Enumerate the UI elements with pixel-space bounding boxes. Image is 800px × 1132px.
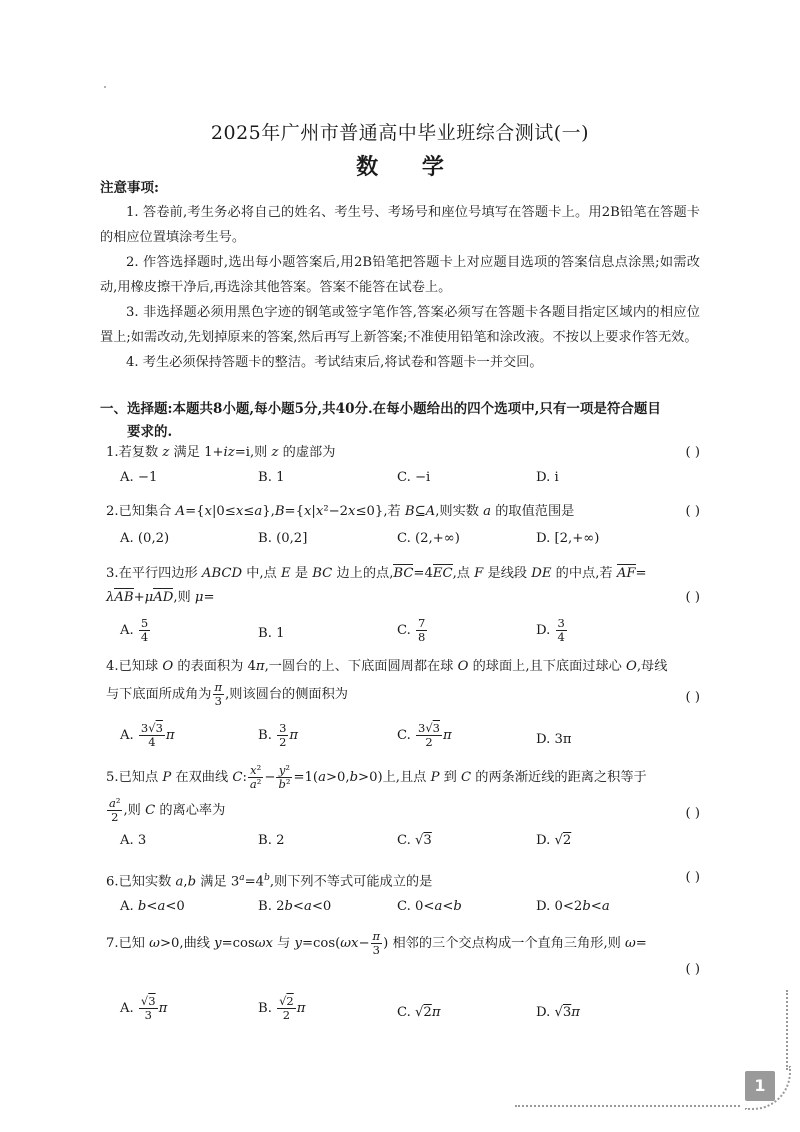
option-c: C. $\frac{3√3}{2}$ π	[397, 721, 452, 749]
question-stem: 7.已知 ω>0,曲线 y=cosωx 与 y=cos(ωx− $\frac{\pi}{3}$ ) 相邻的三个交点构成一个直角三角形,则 ω=	[106, 929, 647, 957]
question-stem-cont: $\frac{\text{a²}}{2}$ ,则 C 的离心率为 ( )	[109, 796, 700, 824]
notice-item: 2. 作答选择题时,选出每小题答案后,用2B铅笔把答题卡上对应题目选项的答案信息点涂黑;如需改动,用橡皮擦干净后,再选涂其他答案。答案不能答在试卷上。	[100, 255, 700, 295]
option-b: B. 1	[258, 470, 285, 485]
option-a: A. −1	[120, 470, 158, 485]
options-row	[106, 617, 700, 647]
options-row	[106, 995, 700, 1029]
option-a: A. b<a<0	[120, 899, 185, 915]
question-stem: 5.已知点 P 在双曲线 C: $\frac{\text{x²}}{\text{a²}}$ − $\frac{\text{y²}}{\text{b²}}$ =1(a>0,b>0)上,且点 P 到 C 的两条渐近线的距离之积等于	[106, 763, 647, 791]
exam-title: 2025年广州市普通高中毕业班综合测试(一)	[210, 122, 590, 144]
question-number: 4.	[106, 659, 119, 674]
option-a: A. 3	[120, 833, 147, 848]
option-a: A. $\frac{√3}{3}$ π	[120, 994, 168, 1022]
notice-item: 4. 考生必须保持答题卡的整洁。考试结束后,将试卷和答题卡一并交回。	[126, 355, 543, 370]
option-a: A. $\frac{5}{4}$	[120, 616, 149, 644]
notice-list	[100, 200, 700, 375]
option-d: D. $\frac{3}{4}$	[536, 616, 565, 644]
section-heading	[100, 398, 700, 444]
option-c: C. 0<a<b	[397, 899, 462, 915]
question-number: 5.	[106, 770, 119, 785]
question-6	[106, 867, 700, 920]
answer-bracket: ( )	[685, 806, 700, 821]
answer-bracket: ( )	[685, 870, 700, 885]
question-stem: 2.已知集合 A={x|0≤x≤a},B={x|x²−2x≤0},若 B⊆A,则实数 a 的取值范围是 ( )	[106, 501, 700, 523]
options-row	[106, 467, 700, 491]
option-b: B. (0,2]	[258, 531, 308, 546]
question-stem: 4.已知球 O 的表面积为 4π,一圆台的上、下底面圆周都在球 O 的球面上,且下底面过球心 O,母线	[106, 659, 668, 674]
option-c: C. −i	[397, 470, 431, 485]
option-c: C. $\frac{7}{8}$	[397, 616, 426, 644]
option-a: A. (0,2)	[120, 531, 170, 546]
answer-bracket: ( )	[685, 690, 700, 705]
question-stem: 1.若复数 z 满足 1+iz=i,则 z 的虚部为 ( )	[106, 442, 700, 464]
decorative-dot	[104, 86, 106, 88]
option-d: D. 3π	[536, 732, 572, 747]
question-4	[106, 656, 700, 756]
question-5	[106, 764, 700, 854]
option-d: D. √3π	[536, 1005, 580, 1020]
options-row	[106, 528, 700, 552]
question-1	[106, 442, 700, 491]
option-b: B. 2	[258, 833, 285, 848]
option-d: D. [2,+∞)	[536, 531, 600, 546]
question-stem-cont: λAB+μAD,则 μ= ( )	[106, 587, 700, 609]
question-2	[106, 501, 700, 552]
question-number: 6.	[106, 874, 119, 890]
option-b: B. 1	[258, 626, 285, 641]
answer-bracket: ( )	[685, 504, 700, 519]
notice-item: 1. 答卷前,考生务必将自己的姓名、考生号、考场号和座位号填写在答题卡上。用2B铅笔在答题卡的相应位置填涂考生号。	[100, 205, 700, 245]
answer-bracket: ( )	[685, 590, 700, 605]
option-c: C. (2,+∞)	[397, 531, 460, 546]
question-number: 2.	[106, 504, 119, 519]
question-stem: 6.已知实数 a,b 满足 $3^a=4^b$,则下列不等式可能成立的是 ( )	[106, 867, 700, 893]
answer-bracket: ( )	[685, 445, 700, 460]
question-number: 7.	[106, 936, 119, 951]
option-a: A. $\frac{3√3}{4}$ π	[120, 721, 175, 749]
exam-subject: 数 学	[356, 154, 462, 180]
section-heading-line2: 要求的.	[127, 424, 173, 440]
dotted-border-horizontal	[515, 1105, 740, 1107]
question-stem-cont: 与下底面所成角为 $\frac{\pi}{3}$ ,则该圆台的侧面积为 ( )	[106, 680, 700, 708]
question-stem: 3.在平行四边形 ABCD 中,点 E 是 BC 边上的点,BC=4EC,点 F 是线段 DE 的中点,若 AF=	[106, 563, 700, 585]
dotted-border-vertical	[786, 990, 788, 1070]
question-7	[106, 930, 700, 1029]
question-3	[106, 563, 700, 647]
question-number: 3.	[106, 566, 119, 581]
option-d: D. 0<2b<a	[536, 899, 610, 915]
notice-item: 3. 非选择题必须用黑色字迹的钢笔或签字笔作答,答案必须写在答题卡各题目指定区域内的相应位置上;如需改动,先划掉原来的答案,然后再写上新答案;不准使用铅笔和涂改液。不按以上要求作答无效。	[100, 305, 700, 345]
page-number: 1	[745, 1071, 775, 1101]
options-row	[106, 896, 700, 920]
question-number: 1.	[106, 445, 119, 460]
question-stem-cont	[106, 959, 700, 981]
option-b: B. $\frac{3}{2}$ π	[258, 721, 299, 749]
option-c: C. √3	[397, 833, 432, 848]
section-heading-line1: 一、选择题:本题共8小题,每小题5分,共40分.在每小题给出的四个选项中,只有一项是符合题目	[100, 401, 661, 417]
answer-bracket: ( )	[685, 962, 700, 977]
option-d: D. i	[536, 470, 559, 485]
option-d: D. √2	[536, 833, 572, 848]
option-c: C. √2π	[397, 1005, 441, 1020]
notice-heading: 注意事项:	[100, 180, 159, 196]
options-row	[106, 722, 700, 756]
options-row	[106, 830, 700, 854]
option-b: B. $\frac{√2}{2}$ π	[258, 994, 306, 1022]
option-b: B. 2b<a<0	[258, 899, 332, 915]
